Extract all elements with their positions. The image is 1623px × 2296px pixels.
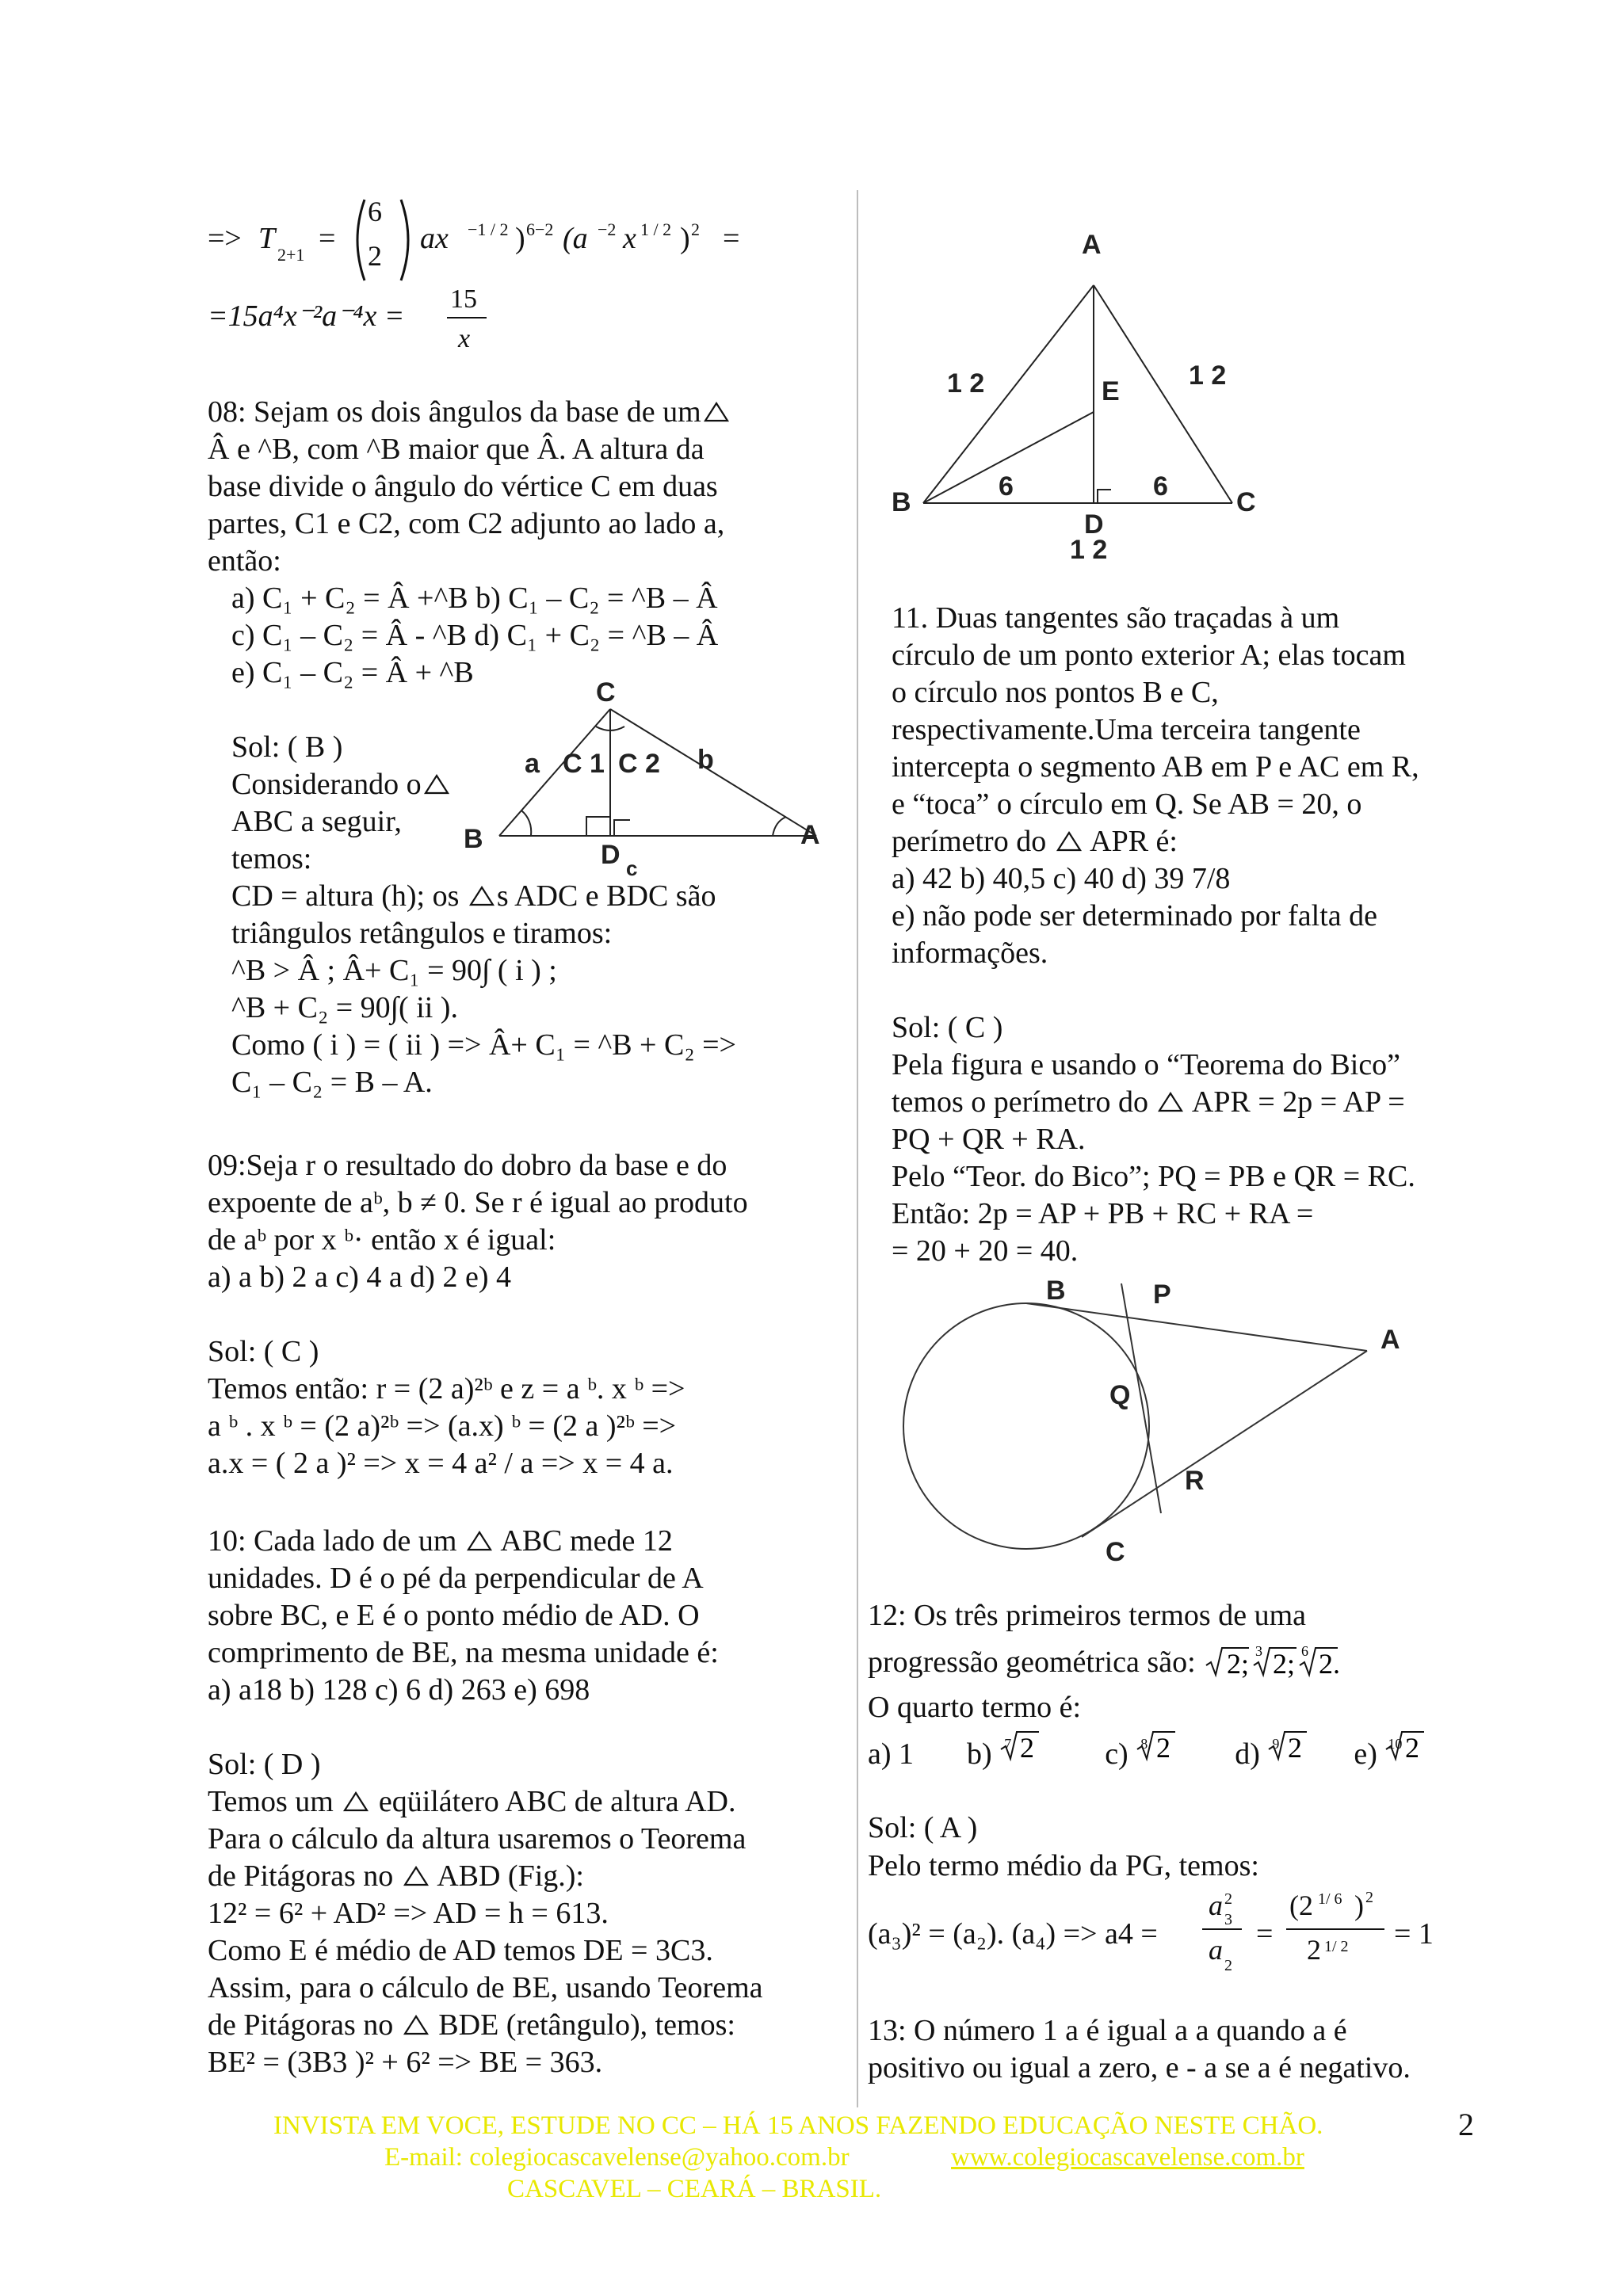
footer-email: E-mail: colegiocascavelense@yahoo.com.br xyxy=(384,2143,850,2172)
triangle-icon xyxy=(403,1859,430,1882)
label-c: C xyxy=(1236,487,1256,517)
solution-label: Sol: ( A ) xyxy=(868,1811,978,1844)
label-d: D xyxy=(1084,509,1104,540)
problem-13 xyxy=(868,2012,1541,2087)
text-line: Pelo termo médio da PG, temos: xyxy=(868,1849,1259,1882)
root-option-c: 8 2 xyxy=(1136,1732,1183,1764)
problem-09 xyxy=(208,1147,834,1482)
root-option-b: 7 2 xyxy=(999,1732,1047,1764)
right-angle-mark-2 xyxy=(614,820,630,836)
problem-10 xyxy=(208,1523,834,2081)
text-line: Então: 2p = AP + PB + RC + RA = xyxy=(892,1197,1314,1230)
eq-exp2a: −2 xyxy=(598,219,617,239)
text-line: e) não pode ser determinado por falta de xyxy=(892,899,1378,933)
text-line: 08: Sejam os dois ângulos da base de um xyxy=(208,394,834,431)
eq-arrow: => xyxy=(208,222,242,255)
label-e: E xyxy=(1102,376,1120,406)
svg-text:2;: 2; xyxy=(1273,1648,1296,1680)
text-line: de Pitágoras no ABD (Fig.): xyxy=(208,1859,584,1893)
footer-website-link[interactable]: www.colegiocascavelense.com.br xyxy=(951,2143,1304,2172)
text-line: progressão geométrica são: 2; 3 2; 6 2. xyxy=(868,1643,1354,1681)
eq-line2: =15a⁴x⁻²a⁻⁴x = xyxy=(208,299,405,333)
text-line: a ᵇ . x ᵇ = (2 a)²ᵇ => (a.x) ᵇ = (2 a )²ᵇ => xyxy=(208,1409,677,1443)
figure-circle-tangents xyxy=(880,1276,1434,1569)
text-line: CD = altura (h); os s ADC e BDC são xyxy=(231,879,716,913)
label-side-c: c xyxy=(626,856,638,880)
label-c1: C 1 xyxy=(563,749,605,779)
solution-label: Sol: ( C ) xyxy=(208,1335,319,1368)
text-line: base divide o ângulo do vértice C em duas xyxy=(208,470,718,503)
option-a: a) 1 xyxy=(868,1737,915,1771)
svg-text:2;: 2; xyxy=(1227,1648,1250,1680)
text-line: perímetro do APR é: xyxy=(892,825,1178,858)
text-line: Para o cálculo da altura usaremos o Teorema xyxy=(208,1822,747,1855)
eq-exp2c: 2 xyxy=(691,219,700,239)
label-side-b: b xyxy=(697,745,714,775)
angle-b-arc xyxy=(521,810,531,836)
text-line: Pela figura e usando o “Teorema do Bico” xyxy=(892,1048,1401,1081)
geometric-terms-roots xyxy=(1203,1643,1354,1680)
problem-11 xyxy=(892,600,1526,1270)
svg-text:2: 2 xyxy=(1288,1732,1303,1764)
text-line: ^B + C₂ = 90∫( ii ). xyxy=(231,991,458,1024)
text-line: triângulos retângulos e tiramos: xyxy=(231,917,613,950)
text-line: partes, C1 e C2, com C2 adjunto ao lado a, xyxy=(208,507,725,540)
text-line: de Pitágoras no BDE (retângulo), temos: xyxy=(208,2008,735,2042)
svg-text:2.: 2. xyxy=(1319,1648,1341,1680)
eq-t-sub: 2+1 xyxy=(277,245,305,265)
fraction-a3-over-a2: a 2 3 a 2 xyxy=(1199,1887,1247,1974)
root-option-e: 10 2 xyxy=(1384,1732,1432,1764)
label-b: B xyxy=(464,824,483,854)
svg-text:2: 2 xyxy=(1020,1732,1035,1764)
text-line: PQ + QR + RA. xyxy=(892,1123,1086,1156)
problem-12: 12: Os três primeiros termos de uma progressão geométrica são: 2; 3 2; 6 2. O quarto termo é: a) 1 b) 7 2 c) 8 2 d) 9 2 e) 10 2 Sol: ( A ) Pelo termo médio da PG, temos: (a₃)² = (a₂). (a₄) => a4 = a 2 3 a 2 = (2 1/ 6 ) 2 2 1/ 2 = 1 xyxy=(868,1599,1434,1974)
text-line: sobre BC, e E é o ponto médio de AD. O xyxy=(208,1599,700,1632)
eq-t: T xyxy=(258,222,276,255)
label-a: A xyxy=(1381,1325,1400,1355)
option-line: a) 42 b) 40,5 c) 40 d) 39 7/8 xyxy=(892,862,1231,895)
triangle-icon xyxy=(466,1524,493,1547)
option-e: e) xyxy=(1354,1737,1377,1771)
text-line: Pelo “Teor. do Bico”; PQ = PB e QR = RC. xyxy=(892,1160,1415,1193)
figure-equilateral-triangle xyxy=(884,222,1264,570)
text-line: círculo de um ponto exterior A; elas tocam xyxy=(892,639,1406,672)
problem-08 xyxy=(208,394,834,692)
root-option-d: 9 2 xyxy=(1267,1732,1315,1764)
text-line: temos: xyxy=(231,842,312,875)
text-line: (a₃)² = (a₂). (a₄) => a4 = xyxy=(868,1917,1158,1951)
label-c: C xyxy=(596,677,616,707)
triangle-icon xyxy=(342,1785,369,1807)
text-line: e “toca” o círculo em Q. Se AB = 20, o xyxy=(892,788,1362,821)
text-line: 10: Cada lado de um ABC mede 12 xyxy=(208,1524,673,1558)
binom-bottom: 2 xyxy=(368,240,382,272)
option-line: a) a18 b) 128 c) 6 d) 263 e) 698 xyxy=(208,1673,590,1707)
text-line: unidades. D é o pé da perpendicular de A xyxy=(208,1562,704,1595)
text-line: 09:Seja r o resultado do dobro da base e do xyxy=(208,1149,727,1182)
text-line: o círculo nos pontos B e C, xyxy=(892,676,1219,709)
text-line: positivo ou igual a zero, e - a se a é negativo. xyxy=(868,2051,1411,2084)
text-line: 11. Duas tangentes são traçadas à um xyxy=(892,601,1340,635)
option-d: d) xyxy=(1235,1737,1260,1771)
eq-term2: (a xyxy=(563,222,588,255)
solution-label: Sol: ( C ) xyxy=(892,1011,1003,1044)
label-base-12: 1 2 xyxy=(1070,535,1108,565)
label-a: A xyxy=(1082,230,1102,260)
text-line: ABC a seguir, xyxy=(231,805,402,838)
triangle-icon xyxy=(703,395,730,418)
eq-exp1: −1 / 2 xyxy=(468,219,509,239)
option-line: e) C₁ – C₂ = Â + ^B xyxy=(231,656,474,689)
angle-a-arc xyxy=(773,817,786,836)
text-line: Assim, para o cálculo de BE, usando Teorema xyxy=(208,1971,763,2004)
triangle-icon xyxy=(403,2008,430,2031)
footer-location: CASCAVEL – CEARÁ – BRASIL. xyxy=(507,2175,882,2203)
text-line: ^B > Â ; Â+ C₁ = 90∫ ( i ) ; xyxy=(231,954,557,987)
svg-text:6: 6 xyxy=(1301,1643,1309,1659)
footer-slogan: INVISTA EM VOCE, ESTUDE NO CC – HÁ 15 ANOS FAZENDO EDUCAÇÃO NESTE CHÃO. xyxy=(273,2111,1323,2140)
solution-label: Sol: ( D ) xyxy=(208,1748,321,1781)
text-line: C₁ – C₂ = B – A. xyxy=(231,1066,433,1099)
text-line: Como ( i ) = ( ii ) => Â+ C₁ = ^B + C₂ => xyxy=(231,1028,736,1062)
eq-frac-num: 15 xyxy=(450,284,477,314)
label-c: C xyxy=(1106,1537,1125,1567)
binom-top: 6 xyxy=(368,196,382,227)
label-q: Q xyxy=(1109,1380,1131,1410)
label-r: R xyxy=(1185,1466,1205,1496)
label-p: P xyxy=(1153,1280,1171,1310)
text-line: O quarto termo é: xyxy=(868,1691,1082,1724)
triangle-icon xyxy=(423,768,450,790)
tangent-ab-line xyxy=(1026,1303,1367,1351)
option-line: a) C₁ + C₂ = Â +^B b) C₁ – C₂ = ^B – Â xyxy=(231,582,718,615)
solution-label: Sol: ( B ) xyxy=(231,730,343,764)
label-side-a: a xyxy=(525,749,540,779)
svg-text:3: 3 xyxy=(1255,1643,1263,1659)
text-line: comprimento de BE, na mesma unidade é: xyxy=(208,1636,719,1669)
eq-exp1b: 6−2 xyxy=(526,219,554,239)
tangent-ac-line xyxy=(1082,1351,1367,1537)
text-line: expoente de aᵇ, b ≠ 0. Se r é igual ao produto xyxy=(208,1186,748,1219)
text-line: 12: Os três primeiros termos de uma xyxy=(868,1599,1307,1632)
label-side-12-right: 1 2 xyxy=(1189,360,1227,391)
triangle-icon xyxy=(1157,1085,1184,1108)
option-b: b) xyxy=(967,1737,992,1771)
eq-equals: = xyxy=(319,222,336,255)
eq-equals-2: = xyxy=(723,222,740,255)
label-c2: C 2 xyxy=(618,749,660,779)
text-line: BE² = (3B3 )² + 6² => BE = 363. xyxy=(208,2046,603,2079)
text-line: intercepta o segmento AB em P e AC em R, xyxy=(892,750,1419,784)
right-angle-mark xyxy=(586,817,610,836)
label-d: D xyxy=(601,840,621,870)
label-a: A xyxy=(800,820,820,850)
text-line: Temos então: r = (2 a)²ᵇ e z = a ᵇ. x ᵇ => xyxy=(208,1372,685,1405)
text-line: temos o perímetro do APR = 2p = AP = xyxy=(892,1085,1405,1119)
options-line xyxy=(868,1732,1432,1773)
text-line: Temos um eqüilátero ABC de altura AD. xyxy=(208,1785,736,1818)
text-line: Como E é médio de AD temos DE = 3C3. xyxy=(208,1934,713,1967)
label-side-6-left: 6 xyxy=(999,471,1014,502)
option-line: a) a b) 2 a c) 4 a d) 2 e) 4 xyxy=(208,1261,511,1294)
figure-triangle-abc xyxy=(460,677,824,883)
option-c: c) xyxy=(1105,1737,1128,1771)
text-line: de aᵇ por x ᵇ· então x é igual: xyxy=(208,1223,556,1257)
circle-shape xyxy=(903,1303,1149,1549)
text-line: = 20 + 20 = 40. xyxy=(892,1234,1079,1268)
option-line: c) C₁ – C₂ = Â - ^B d) C₁ + C₂ = ^B – Â xyxy=(231,619,719,652)
result-value: = 1 xyxy=(1394,1917,1434,1951)
triangle-icon xyxy=(1056,825,1083,847)
page-number: 2 xyxy=(1458,2107,1474,2142)
eq-term1: ax xyxy=(420,222,449,255)
column-divider xyxy=(857,190,858,2107)
label-side-6-right: 6 xyxy=(1153,471,1168,502)
text-line: Considerando o xyxy=(231,766,850,803)
text-line: 13: O número 1 a é igual a a quando a é xyxy=(868,2014,1347,2047)
text-line: a.x = ( 2 a )² => x = 4 a² / a => x = 4 a. xyxy=(208,1447,674,1480)
label-b: B xyxy=(1046,1276,1066,1306)
label-b: B xyxy=(892,487,911,517)
svg-text:2: 2 xyxy=(1156,1732,1171,1764)
eq-term2b: x xyxy=(623,222,636,255)
text-line: 12² = 6² + AD² => AD = h = 613. xyxy=(208,1897,609,1930)
text-line: Â e ^B, com ^B maior que Â. A altura da xyxy=(208,433,705,466)
eq-exp2b: 1 / 2 xyxy=(640,219,672,239)
fraction-powers-of-two: (2 1/ 6 ) 2 2 1/ 2 xyxy=(1283,1887,1402,1974)
label-side-12-left: 1 2 xyxy=(947,368,985,399)
text-line: respectivamente.Uma terceira tangente xyxy=(892,713,1361,746)
right-angle-mark xyxy=(1098,490,1111,503)
eq-frac-den: x xyxy=(458,324,471,353)
svg-text:2: 2 xyxy=(1405,1732,1420,1764)
text-line: então: xyxy=(208,544,281,578)
equation-top: => T 2+1 = 6 2 ax −1 / 2 ) 6−2 (a −2 x 1 / 2 ) 2 = =15a⁴x⁻²a⁻⁴x = 15 x xyxy=(208,196,762,355)
text-line: informações. xyxy=(892,936,1048,970)
